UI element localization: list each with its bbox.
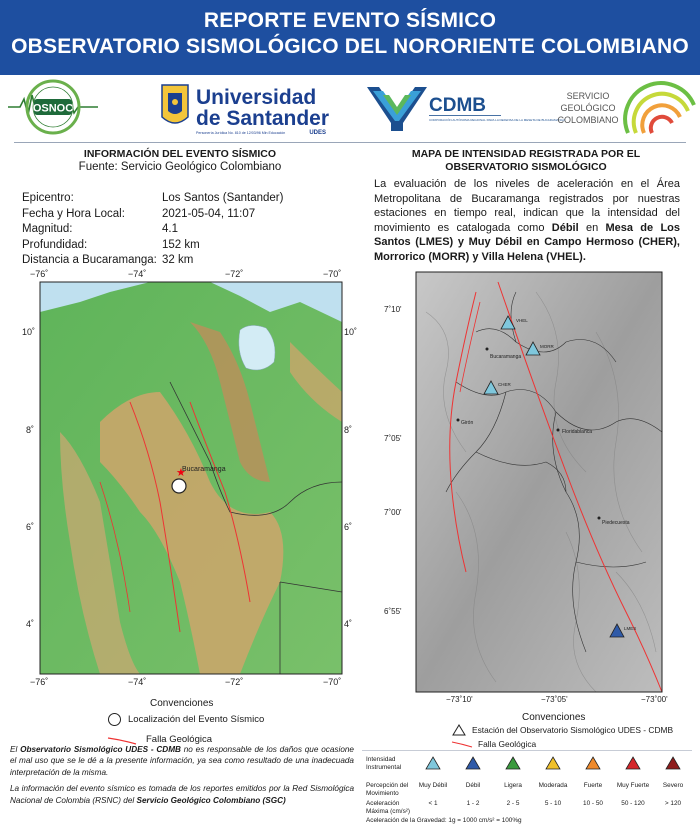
sgc-line1: SERVICIO	[566, 91, 610, 101]
lat-tick: 6˚55'	[384, 607, 402, 616]
info-key: Magnitud:	[22, 223, 73, 235]
info-value: 4.1	[162, 223, 178, 235]
udes-logo	[160, 77, 328, 139]
legend-station	[452, 724, 673, 736]
place-giron: Girón	[461, 420, 474, 426]
lon-tick: −74˚	[128, 677, 147, 687]
lat-tick: 7˚00'	[384, 508, 402, 517]
intensity-map-title-1: MAPA DE INTENSIDAD REGISTRADA POR EL	[411, 148, 641, 160]
station-cher-label: CHER	[498, 382, 511, 387]
info-value: 152 km	[162, 238, 200, 251]
lon-tick: −76˚	[30, 269, 49, 279]
info-key: Distancia a Bucaramanga:	[22, 254, 157, 266]
lat-tick: 7˚05'	[384, 434, 402, 443]
divider	[14, 142, 686, 143]
city-label-bucaramanga: Bucaramanga	[182, 466, 226, 473]
lat-tick: 6˚	[26, 522, 35, 532]
level-name: Ligera	[504, 782, 522, 789]
report-title: REPORTE EVENTO SÍSMICO	[203, 9, 497, 32]
scale-label-accel: Aceleración Máxima (cm/s²)	[366, 800, 411, 815]
triangle-icon	[665, 756, 681, 770]
disclaimer-p1	[10, 744, 354, 778]
info-key: Profundidad:	[22, 238, 88, 251]
level-range: < 1	[428, 800, 438, 807]
event-circle-icon	[108, 713, 121, 726]
disclaimer-p2	[10, 783, 354, 806]
lat-tick: 8˚	[26, 425, 35, 435]
disclaimer-bold: Observatorio Sismológico UDES - CDMB	[20, 745, 181, 754]
sgc-line2: GEOLÓGICO	[560, 103, 616, 113]
lat-tick: 8˚	[344, 425, 353, 435]
lon-tick: −70˚	[323, 677, 342, 687]
triangle-icon	[465, 756, 481, 770]
udes-line2: de Santander	[196, 107, 330, 130]
station-morr-label: MORR	[540, 344, 554, 349]
lon-tick: −76˚	[30, 677, 49, 687]
info-value: 32 km	[162, 254, 194, 266]
disclaimer-bold: Servicio Geológico Colombiano (SGC)	[136, 795, 286, 805]
desc-text: en	[578, 221, 606, 234]
scale-level-muy-fuerte	[614, 756, 652, 807]
lon-tick: −73˚05'	[541, 695, 568, 704]
left-conventions-title: Convenciones	[150, 698, 214, 709]
legend-fault-label: Falla Geológica	[478, 739, 537, 749]
legend-fault-label: Falla Geológica	[146, 734, 213, 745]
info-value: Los Santos (Santander)	[162, 192, 284, 204]
udes-line1: Universidad	[196, 86, 317, 109]
level-range: 5 - 10	[544, 800, 562, 807]
level-name: Severo	[662, 782, 684, 789]
info-row-magnitude	[22, 222, 342, 238]
triangle-icon	[545, 756, 561, 770]
event-info-table	[22, 191, 342, 269]
lat-tick: 7˚10'	[384, 305, 402, 314]
level-name: Débil	[465, 782, 481, 789]
info-row-datetime	[22, 207, 342, 223]
scale-level-muy-debil	[414, 756, 452, 807]
disclaimer-text: El	[10, 745, 21, 754]
report-header	[0, 0, 700, 75]
triangle-icon	[625, 756, 641, 770]
disclaimer-text: no es responsable de los daños que ocasione el mal uso que se le dé a la presente información, ya sea como resultado de una inadecuada interpretación de la misma.	[10, 745, 354, 777]
epicenter-marker	[172, 479, 186, 493]
right-conventions-title: Convenciones	[522, 712, 586, 723]
info-value: 2021-05-04, 11:07	[162, 207, 256, 220]
intensity-scale	[362, 754, 700, 826]
lon-tick: −72˚	[225, 269, 244, 279]
station-triangle-icon	[452, 724, 466, 736]
scale-label-perception: Percepción del Movimiento	[366, 782, 409, 797]
desc-bold: Débil	[551, 221, 579, 234]
station-vhel-label: VHEL	[516, 318, 528, 323]
legend-fault-right	[452, 739, 536, 749]
lon-tick: −73˚00'	[641, 695, 668, 704]
desc-bold: Mesa de Los Santos (LMES) y Muy Débil en Campo Hermoso (CHER), Morrorico (MORR) y Villa Helena (VHEL).	[374, 221, 680, 263]
level-range: 1 - 2	[466, 800, 480, 807]
lat-tick: 4˚	[344, 619, 353, 629]
info-row-distance	[22, 253, 342, 269]
level-range: 10 - 50	[583, 800, 603, 807]
scale-level-moderada	[534, 756, 572, 807]
observatory-title: OBSERVATORIO SISMOLÓGICO DEL NORORIENTE COLOMBIANO	[11, 35, 689, 58]
sgc-logo	[556, 77, 696, 139]
disclaimer-text: La información del evento sísmico es tomada de los reportes emitidos por la Red Sismológica Nacional de Colombia (RSNC) del	[10, 784, 354, 805]
triangle-icon	[505, 756, 521, 770]
lon-tick: −72˚	[225, 677, 244, 687]
event-source: Fuente: Servicio Geológico Colombiano	[78, 161, 282, 173]
place-floridablanca: Floridablanca	[562, 429, 593, 435]
scale-level-ligera	[494, 756, 532, 807]
lat-tick: 4˚	[26, 619, 35, 629]
level-range: > 120	[664, 800, 682, 807]
level-name: Muy Débil	[418, 782, 448, 789]
lon-tick: −74˚	[128, 269, 147, 279]
intensity-map	[416, 272, 662, 692]
lon-tick: −70˚	[323, 269, 342, 279]
level-range: 50 - 120	[621, 800, 645, 807]
sgc-line3: COLOMBIANO	[557, 115, 619, 125]
info-row-depth	[22, 238, 342, 254]
disclaimer	[10, 744, 354, 806]
level-name: Moderada	[538, 782, 568, 789]
city-star-icon: ★	[176, 466, 186, 479]
lat-tick: 10˚	[22, 327, 36, 337]
info-key: Fecha y Hora Local:	[22, 207, 125, 220]
regional-map	[40, 282, 342, 674]
intensity-description	[374, 177, 680, 265]
cdmb-small: CORPORACIÓN AUTÓNOMA REGIONAL PARA LA DEFENSA DE LA MESETA DE BUCARAMANGA	[429, 118, 565, 122]
triangle-icon	[585, 756, 601, 770]
fault-line-icon	[108, 735, 136, 745]
event-info-title: INFORMACIÓN DEL EVENTO SÍSMICO	[83, 148, 277, 160]
intensity-map-title-2: OBSERVATORIO SISMOLÓGICO	[445, 161, 607, 173]
level-name: Muy Fuerte	[616, 782, 650, 789]
lat-tick: 6˚	[344, 522, 353, 532]
level-name: Fuerte	[583, 782, 603, 789]
divider	[362, 750, 692, 751]
legend-event	[108, 713, 264, 726]
level-range: 2 - 5	[506, 800, 520, 807]
cdmb-logo	[365, 77, 565, 139]
udes-abbr: UDES	[309, 130, 326, 136]
osnoc-text: OSNOC	[32, 102, 74, 115]
place-bucaramanga: Bucaramanga	[490, 354, 522, 360]
scale-level-severo	[654, 756, 692, 807]
legend-station-label: Estación del Observatorio Sismológico UDES - CDMB	[472, 725, 674, 735]
udes-small: Personería Jurídica No. 810 de 12/03/96 Min Educación	[196, 131, 286, 135]
lon-tick: −73˚10'	[446, 695, 473, 704]
legend-event-label: Localización del Evento Sísmico	[128, 714, 265, 725]
scale-level-fuerte	[574, 756, 612, 807]
info-key: Epicentro:	[22, 192, 74, 204]
place-piedecuesta: Piedecuesta	[602, 520, 630, 526]
gravity-note: Aceleración de la Gravedad: 1g = 1000 cm/s² = 100%g	[366, 817, 522, 824]
osnoc-logo	[8, 77, 98, 139]
scale-level-debil	[454, 756, 492, 807]
station-lmes-label: LMES	[624, 626, 637, 631]
desc-text: La evaluación de los niveles de aceleración en el Área Metropolitana de Bucaramanga registrados por nuestras estaciones en tiempo real, indican que la intensidad del movimiento es catalogada como	[374, 178, 680, 234]
fault-line-icon	[452, 740, 472, 748]
logo-bar	[0, 77, 700, 141]
scale-label-intensity: Intensidad Instrumental	[366, 756, 402, 771]
triangle-icon	[425, 756, 441, 770]
cdmb-text: CDMB	[429, 95, 486, 116]
lat-tick: 10˚	[344, 327, 358, 337]
info-row-epicenter	[22, 191, 342, 207]
